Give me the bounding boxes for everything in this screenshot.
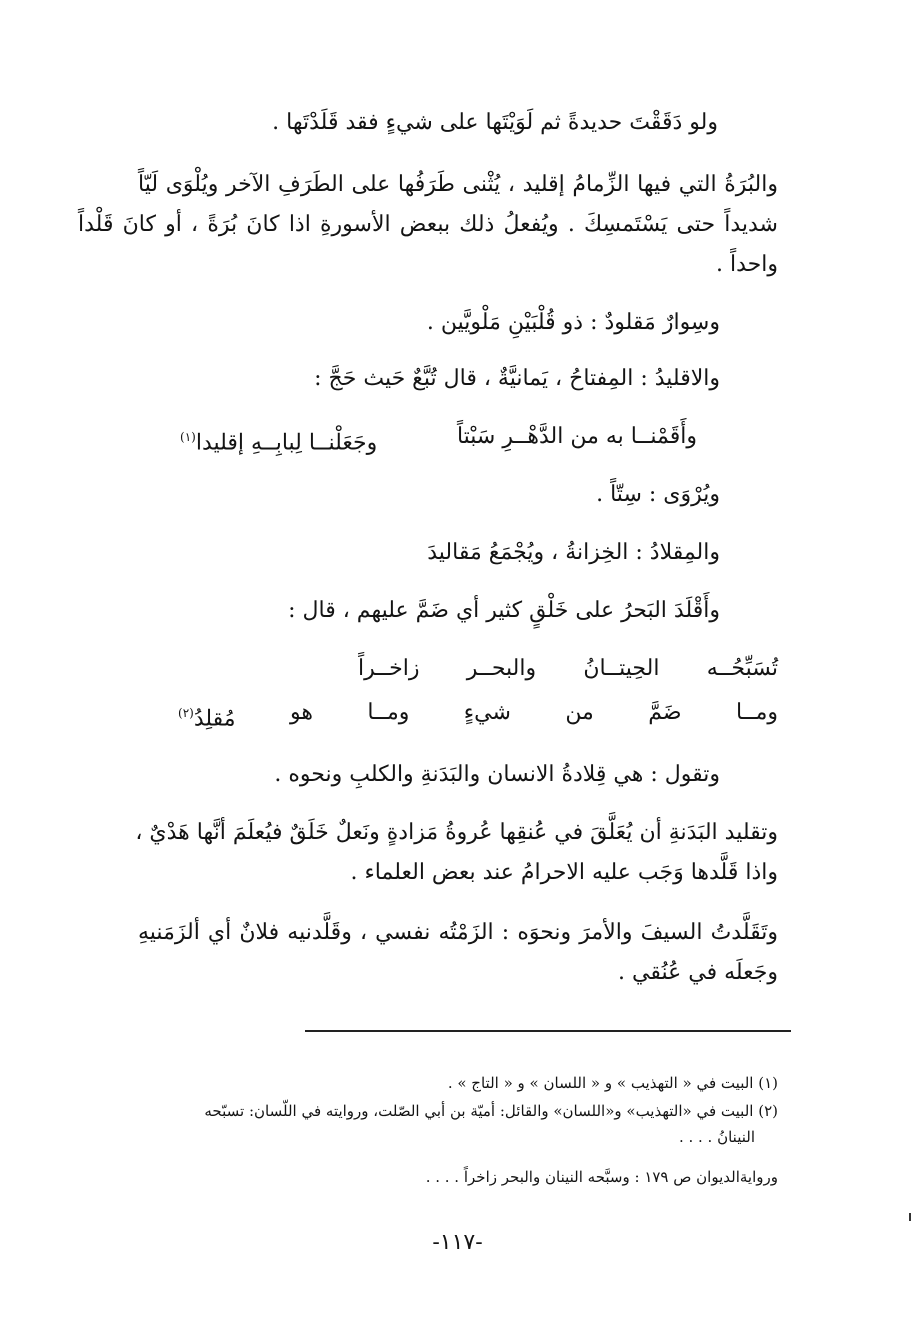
footnote-divider bbox=[305, 1030, 791, 1032]
body-line-7: ويُرْوَى : سِتّاً . bbox=[596, 482, 720, 507]
verse-2-word: ومــا bbox=[735, 700, 778, 725]
verse-1-left bbox=[180, 420, 377, 460]
body-line-12: واذا قَلَّدها وَجَب عليه الاحرامُ عند بعض العلماء . bbox=[350, 860, 778, 885]
scan-mark bbox=[909, 1213, 911, 1221]
footnote-2-cont: النينانُ . . . . bbox=[678, 1128, 755, 1146]
body-line-5: وسِوارٌ مَقلودٌ : ذو قُلْبَيْنِ مَلْويَّين . bbox=[426, 310, 720, 335]
verse-2-word: هو bbox=[289, 700, 313, 725]
footnote-ref-2: (٢) bbox=[178, 706, 194, 720]
verse-1-right: وأَقَمْنــا به من الدَّهْــرِ سَبْتاً bbox=[456, 424, 697, 449]
verse-2-line-2 bbox=[178, 696, 778, 736]
footnote-1: (١) البيت في « التهذيب » و « اللسان » و « التاج » . bbox=[447, 1074, 778, 1092]
body-line-9: وأَقْلَدَ البَحرُ على خَلْقٍ كثير أي ضَمَّ عليهم ، قال : bbox=[288, 598, 720, 623]
verse-2-word: الحِيتــانُ bbox=[583, 656, 660, 681]
body-line-10: وتقول : هي قِلادةُ الانسان والبَدَنةِ والكلبِ ونحوه . bbox=[274, 762, 720, 787]
verse-1-left-text: وجَعَلْنــا لِبابِــهِ إقليدا bbox=[195, 430, 378, 456]
footnote-2-variant: وروايةالديوان ص ١٧٩ : وسبَّحه النينان والبحر زاخراً . . . . bbox=[425, 1168, 778, 1186]
verse-2-last-word: مُقلِدُ bbox=[193, 706, 236, 732]
footnote-ref-1: (١) bbox=[180, 430, 196, 444]
body-line-13: وتَقَلَّدتُ السيفَ والأمرَ ونحوَه : الزَمْتُه نفسي ، وقَلَّدنيه فلانٌ أي ألزَمَنيهِ bbox=[138, 920, 778, 945]
footnote-2: (٢) البيت في «التهذيب» و«اللسان» والقائل: أميّة بن أبي الصّلت، وروايته في اللّسان: تسبّحه bbox=[204, 1102, 778, 1120]
verse-2-word: من bbox=[565, 700, 594, 725]
body-line-6: والاقليدُ : المِفتاحُ ، يَمانيَّةٌ ، قال تُبَّعٌ حَيث حَجَّ : bbox=[314, 366, 720, 391]
page-number: -١١٧- bbox=[432, 1230, 483, 1255]
body-line-8: والمِقلادُ : الخِزانةُ ، ويُجْمَعُ مَقاليدَ bbox=[427, 540, 720, 565]
verse-2-word: زاخــراً bbox=[358, 656, 420, 681]
body-line-3: شديداً حتى يَسْتَمسِكَ . ويُفعلُ ذلك ببعض الأسورةِ اذا كانَ بُرَةً ، أو كانَ قَلْداً bbox=[78, 212, 778, 237]
body-line-11: وتقليد البَدَنةِ أن يُعَلَّقَ في عُنقِها عُروةُ مَزادةٍ ونَعلٌ خَلَقٌ فيُعلَمَ أنَّها هَدْيٌ ، bbox=[135, 820, 778, 845]
verse-2-word: والبحــر bbox=[466, 656, 537, 681]
verse-2-word: شيءٍ bbox=[463, 700, 511, 725]
verse-2-word: ومــا bbox=[367, 700, 410, 725]
body-line-2: والبُرَةُ التي فيها الزِّمامُ إقليد ، يُثْنى طَرَفُها على الطَرَفِ الآخر ويُلْوَى لَيّاً bbox=[138, 172, 778, 197]
verse-2-word: ضَمَّ bbox=[648, 700, 682, 725]
verse-2-line-1 bbox=[358, 652, 778, 686]
body-line-1: ولو دَقَقْتَ حديدةً ثم لَوَيْتَها على شيءٍ فقد قَلَدْتَها . bbox=[272, 110, 718, 135]
body-line-14: وجَعلَه في عُنُقي . bbox=[618, 960, 778, 985]
verse-2-word: تُسَبِّحُــه bbox=[706, 656, 778, 681]
body-line-4: واحداً . bbox=[716, 252, 778, 277]
verse-2-word bbox=[178, 696, 236, 736]
